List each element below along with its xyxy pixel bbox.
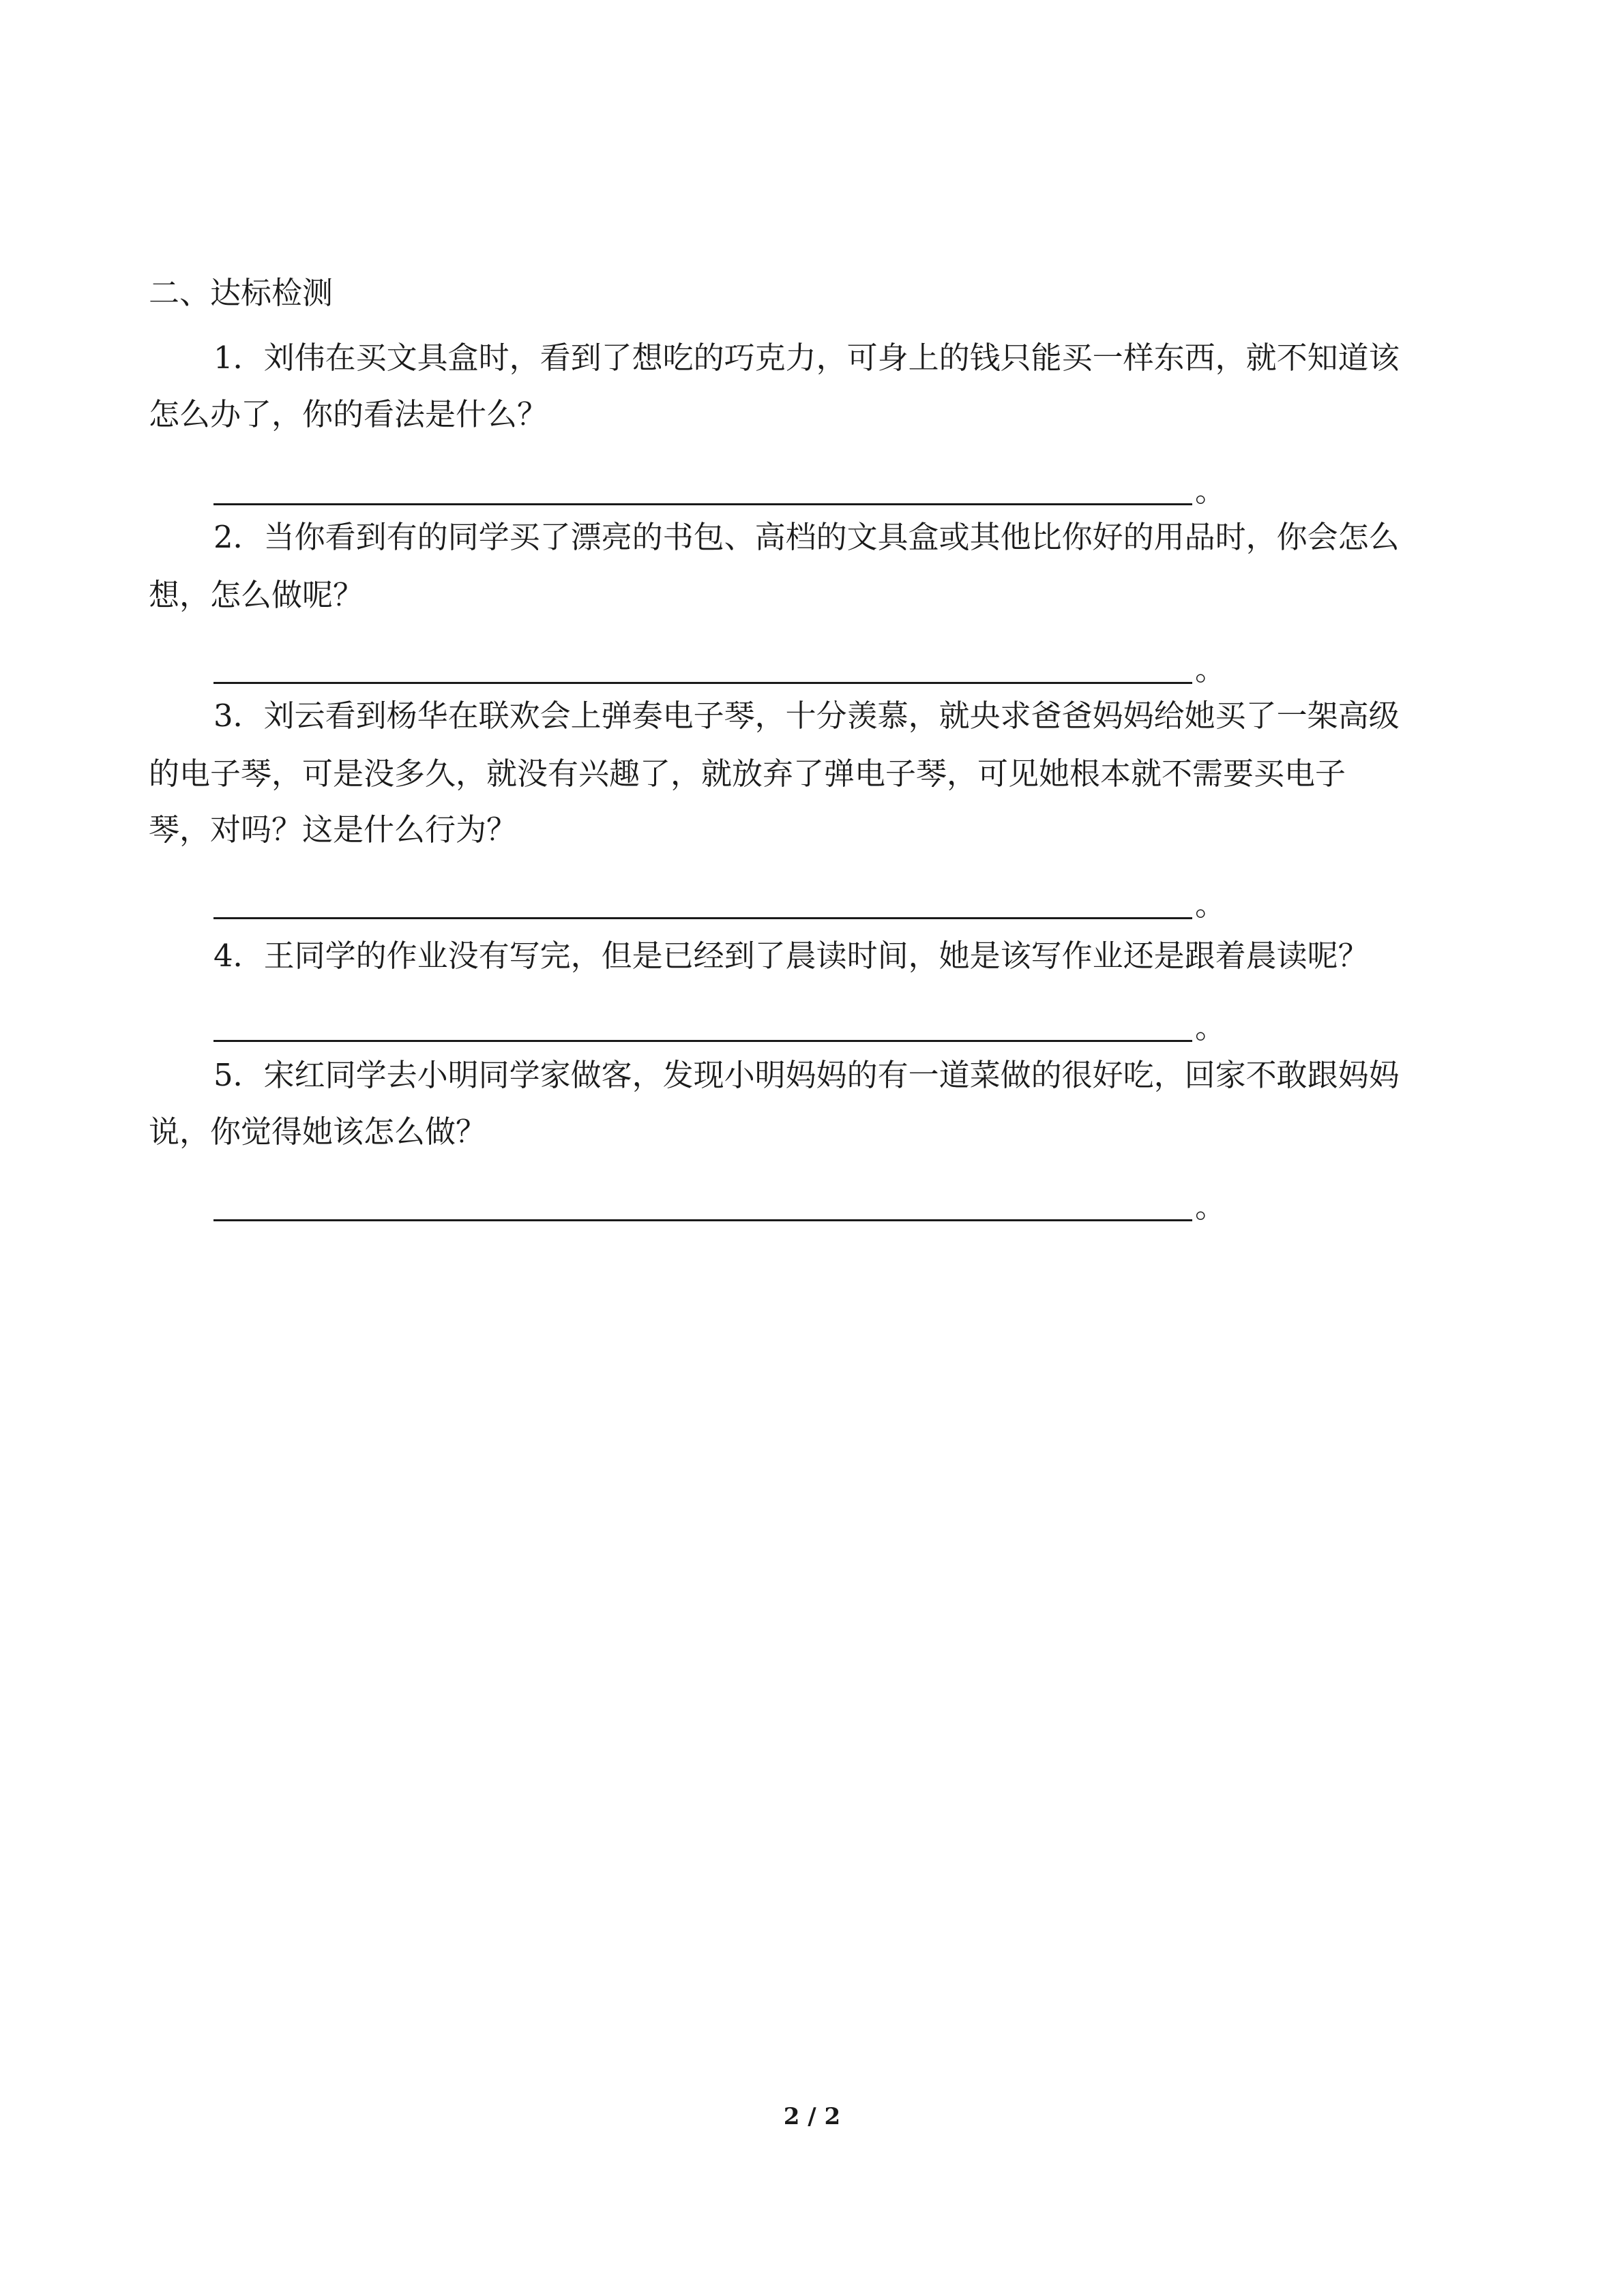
section-heading: 二、达标检测 <box>149 275 334 311</box>
answer-blank-line[interactable] <box>213 884 1192 919</box>
question-5-answer[interactable] <box>213 1187 1226 1227</box>
question-1-line-1: 1．刘伟在买文具盒时，看到了想吃的巧克力，可身上的钱只能买一样东西，就不知道该 <box>213 340 1400 376</box>
question-5-line-1: 5．宋红同学去小明同学家做客，发现小明妈妈的有一道菜做的很好吃，回家不敢跟妈妈 <box>213 1057 1400 1093</box>
question-4-answer[interactable] <box>213 1007 1226 1048</box>
answer-blank-line[interactable] <box>213 1007 1192 1042</box>
question-3-line-3: 琴，对吗？这是什么行为？ <box>149 811 518 848</box>
question-5-line-2: 说，你觉得她该怎么做？ <box>149 1114 487 1150</box>
question-3-answer[interactable] <box>213 884 1226 925</box>
question-2-answer[interactable] <box>213 649 1226 690</box>
question-3-line-1: 3．刘云看到杨华在联欢会上弹奏电子琴，十分羡慕，就央求爸爸妈妈给她买了一架高级 <box>213 698 1400 734</box>
answer-blank-line[interactable] <box>213 1187 1192 1221</box>
answer-end-mark: 。 <box>1195 886 1226 923</box>
answer-blank-line[interactable] <box>213 649 1192 684</box>
question-4-line-1: 4．王同学的作业没有写完，但是已经到了晨读时间，她是该写作业还是跟着晨读呢？ <box>213 938 1369 974</box>
answer-end-mark: 。 <box>1195 1189 1226 1225</box>
question-2-line-2: 想，怎么做呢？ <box>149 577 364 613</box>
question-1-answer[interactable] <box>213 471 1226 511</box>
question-3-line-2: 的电子琴，可是没多久，就没有兴趣了，就放弃了弹电子琴，可见她根本就不需要买电子 <box>149 756 1346 792</box>
question-2-line-1: 2．当你看到有的同学买了漂亮的书包、高档的文具盒或其他比你好的用品时，你会怎么 <box>213 519 1400 555</box>
answer-blank-line[interactable] <box>213 471 1192 505</box>
answer-end-mark: 。 <box>1195 651 1226 687</box>
answer-end-mark: 。 <box>1195 1009 1226 1045</box>
question-1-line-2: 怎么办了，你的看法是什么？ <box>149 396 548 432</box>
answer-end-mark: 。 <box>1195 473 1226 509</box>
page-number: 2 / 2 <box>783 2103 841 2130</box>
